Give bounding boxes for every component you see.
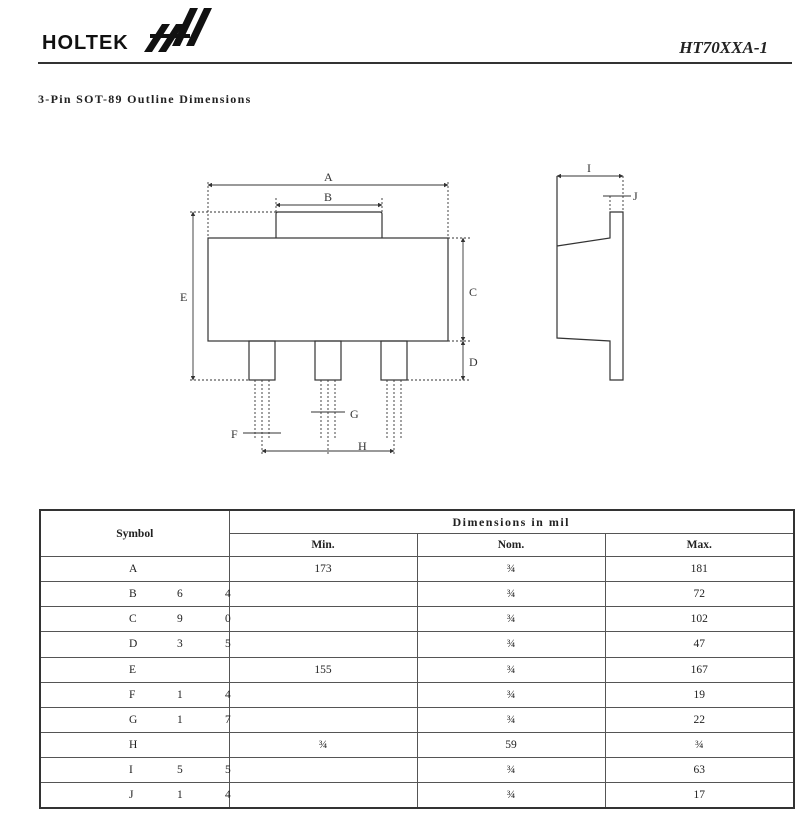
table-row [40, 783, 794, 808]
symbol-extra-1: 1 [177, 789, 183, 802]
symbol-name: C [129, 613, 137, 626]
symbol-cell [40, 758, 229, 783]
max-cell: ¾ [605, 732, 794, 757]
min-cell [229, 783, 417, 808]
symbol-cell [40, 632, 229, 657]
symbol-extra-1: 9 [177, 613, 183, 626]
max-cell: 72 [605, 582, 794, 607]
symbol-cell [40, 557, 229, 582]
nom-cell: ¾ [417, 632, 605, 657]
table-row [40, 657, 794, 682]
table-row [40, 682, 794, 707]
symbol-cell [40, 682, 229, 707]
dimensions-table [39, 509, 795, 809]
nom-cell: ¾ [417, 582, 605, 607]
min-cell: 155 [229, 657, 417, 682]
package-body [208, 238, 448, 341]
document-id: HT70XXA-1 [679, 38, 768, 57]
max-cell: 181 [605, 557, 794, 582]
symbol-extra-1: 1 [177, 688, 183, 701]
symbol-name: G [129, 713, 138, 726]
nom-cell: ¾ [417, 783, 605, 808]
max-cell: 63 [605, 758, 794, 783]
symbol-extra-2: 4 [225, 688, 231, 701]
symbol-name: A [129, 563, 138, 576]
symbol-cell [40, 732, 229, 757]
dim-label-d: D [469, 355, 478, 369]
table-row [40, 607, 794, 632]
lead-3 [381, 341, 407, 380]
brand-name: HOLTEK [42, 32, 129, 54]
symbol-name: H [129, 739, 138, 752]
min-cell [229, 758, 417, 783]
min-cell [229, 682, 417, 707]
section-title: 3-Pin SOT-89 Outline Dimensions [38, 92, 252, 106]
dim-label-f: F [231, 427, 238, 441]
dim-label-c: C [469, 285, 478, 299]
min-cell [229, 707, 417, 732]
symbol-extra-1: 3 [177, 638, 183, 651]
nom-cell: ¾ [417, 682, 605, 707]
min-cell: 173 [229, 557, 417, 582]
symbol-name: D [129, 638, 138, 651]
max-header: Max. [605, 534, 794, 557]
max-cell: 22 [605, 707, 794, 732]
table-row [40, 582, 794, 607]
symbol-cell [40, 783, 229, 808]
table-row [40, 557, 794, 582]
symbol-cell [40, 582, 229, 607]
symbol-name: J [129, 789, 134, 802]
package-tab [276, 212, 382, 238]
symbol-extra-2: 7 [225, 713, 231, 726]
dim-label-i: I [587, 161, 591, 175]
symbol-extra-2: 4 [225, 789, 231, 802]
table-row [40, 707, 794, 732]
symbol-extra-1: 1 [177, 713, 183, 726]
symbol-name: F [129, 688, 136, 701]
lead-1 [249, 341, 275, 380]
lead-2 [315, 341, 341, 380]
dim-label-a: A [324, 170, 333, 184]
dim-label-g: G [350, 407, 359, 421]
symbol-name: E [129, 663, 137, 676]
symbol-extra-2: 4 [225, 588, 231, 601]
min-cell [229, 607, 417, 632]
dim-label-j: J [633, 189, 638, 203]
nom-cell: 59 [417, 732, 605, 757]
max-cell: 167 [605, 657, 794, 682]
min-cell [229, 582, 417, 607]
dim-label-h: H [358, 439, 367, 453]
table-row [40, 632, 794, 657]
symbol-name: B [129, 588, 137, 601]
max-cell: 102 [605, 607, 794, 632]
nom-cell: ¾ [417, 607, 605, 632]
nom-cell: ¾ [417, 657, 605, 682]
table-row [40, 732, 794, 757]
nom-cell: ¾ [417, 758, 605, 783]
nom-cell: ¾ [417, 707, 605, 732]
min-cell: ¾ [229, 732, 417, 757]
symbol-extra-2: 5 [225, 764, 231, 777]
dim-label-e: E [180, 290, 188, 304]
dimensions-group-header: Dimensions in mil [229, 510, 794, 534]
min-header: Min. [229, 534, 417, 557]
symbol-extra-2: 5 [225, 638, 231, 651]
symbol-header: Symbol [40, 510, 229, 557]
symbol-cell [40, 607, 229, 632]
symbol-cell [40, 707, 229, 732]
max-cell: 17 [605, 783, 794, 808]
min-cell [229, 632, 417, 657]
nom-cell: ¾ [417, 557, 605, 582]
symbol-extra-1: 5 [177, 764, 183, 777]
symbol-extra-1: 6 [177, 588, 183, 601]
max-cell: 47 [605, 632, 794, 657]
symbol-name: I [129, 764, 133, 777]
max-cell: 19 [605, 682, 794, 707]
table-row [40, 758, 794, 783]
dim-label-b: B [324, 190, 333, 204]
symbol-cell [40, 657, 229, 682]
side-view-body [557, 176, 623, 380]
nom-header: Nom. [417, 534, 605, 557]
symbol-extra-2: 0 [225, 613, 231, 626]
